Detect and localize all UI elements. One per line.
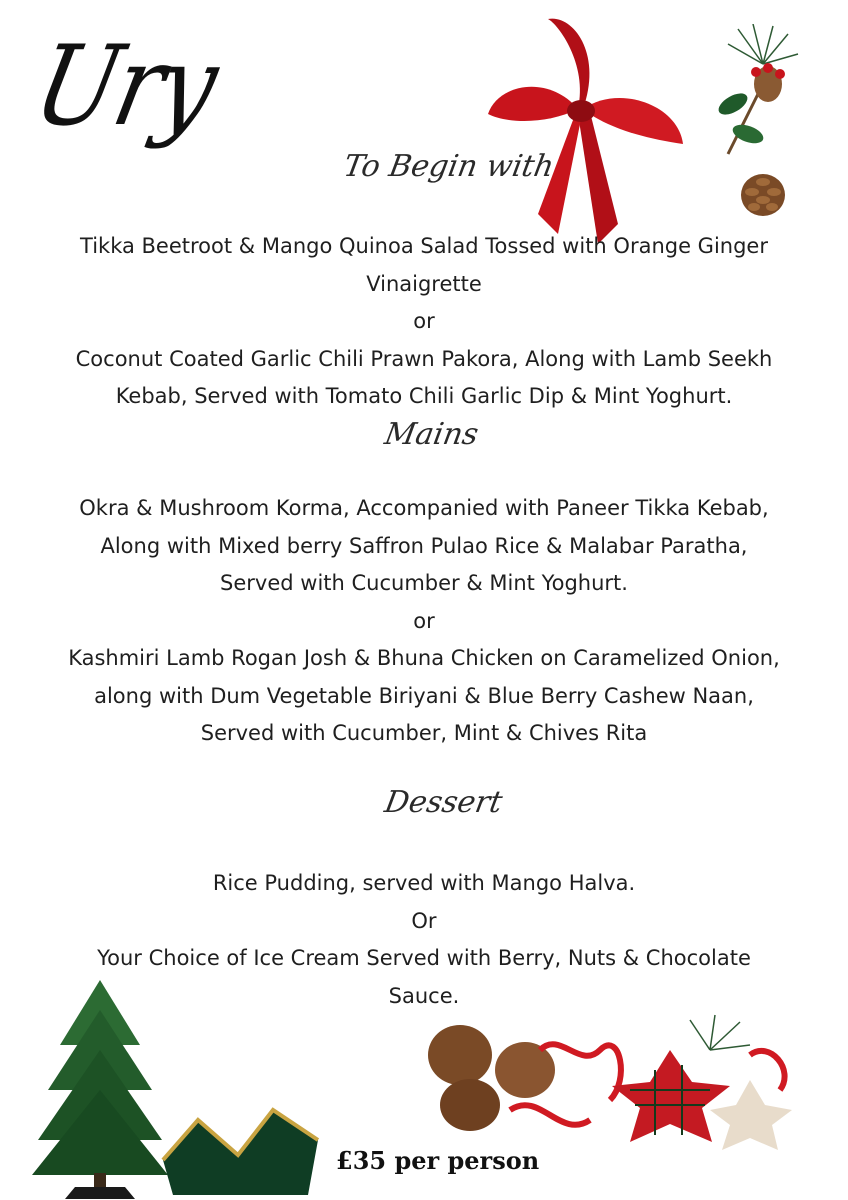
section-heading-dessert: Dessert xyxy=(382,785,505,820)
pinecone-icon xyxy=(738,170,788,220)
pinecones-and-ribbons-pile-icon xyxy=(420,1010,820,1150)
menu-line: or xyxy=(413,608,435,633)
menu-line: Or xyxy=(411,908,437,933)
menu-line: Your Choice of Ice Cream Served with Berry, Nuts & Chocolate xyxy=(97,946,751,970)
menu-line: along with Dum Vegetable Biriyani & Blue Berry Cashew Naan, xyxy=(94,683,754,708)
velvet-elf-hat-icon xyxy=(158,1100,328,1200)
starters-block xyxy=(20,228,828,416)
menu-line: Served with Cucumber, Mint & Chives Rita xyxy=(200,721,648,745)
section-heading-begin: To Begin with xyxy=(341,149,557,184)
christmas-tree-icon xyxy=(30,975,170,1200)
red-ribbon-bow-icon xyxy=(478,14,688,244)
menu-line: Okra & Mushroom Korma, Accompanied with Paneer Tikka Kebab, xyxy=(79,496,769,520)
menu-line: Sauce. xyxy=(388,983,460,1008)
menu-line: Served with Cucumber & Mint Yoghurt. xyxy=(220,571,628,595)
menu-line: Coconut Coated Garlic Chili Prawn Pakora, Along with Lamb Seekh xyxy=(75,346,773,371)
menu-line: Along with Mixed berry Saffron Pulao Rice & Malabar Paratha, xyxy=(100,533,748,558)
mains-block xyxy=(20,490,828,753)
menu-line: Vinaigrette xyxy=(366,271,482,296)
section-heading-mains: Mains xyxy=(382,417,482,452)
price-label: £35 per person xyxy=(336,1146,540,1175)
menu-line: Kashmiri Lamb Rogan Josh & Bhuna Chicken on Caramelized Onion, xyxy=(68,646,780,670)
menu-line: Rice Pudding, served with Mango Halva. xyxy=(212,871,636,895)
menu-line: Tikka Beetroot & Mango Quinoa Salad Tossed with Orange Ginger xyxy=(80,234,768,258)
brand-logo: Ury xyxy=(24,21,227,151)
menu-line: Kebab, Served with Tomato Chili Garlic Dip & Mint Yoghurt. xyxy=(115,384,733,408)
holly-sprig-icon xyxy=(708,24,804,160)
menu-line: or xyxy=(413,309,435,333)
